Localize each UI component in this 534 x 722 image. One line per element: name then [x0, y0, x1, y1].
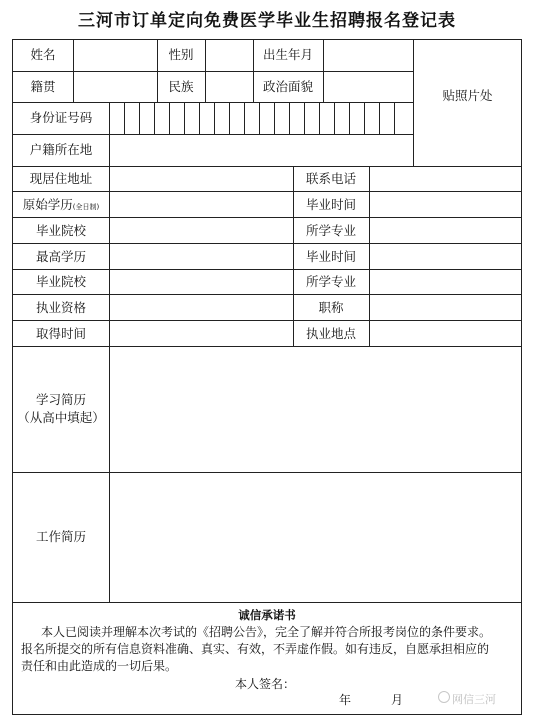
- col-divider: [73, 40, 74, 102]
- label-graduation-school: 毕业院校: [35, 223, 86, 238]
- label-gender: 性别: [168, 47, 194, 62]
- label-phone: 联系电话: [305, 171, 356, 186]
- label-id-number: 身份证号码: [29, 110, 93, 125]
- label-graduation-time: 毕业时间: [305, 197, 356, 212]
- row-divider: [13, 602, 521, 603]
- id-digit-divider: [364, 102, 365, 134]
- year-label: 年: [339, 693, 352, 707]
- id-digit-divider: [139, 102, 140, 134]
- col-divider: [323, 40, 324, 102]
- row-divider: [13, 243, 521, 244]
- pledge-line-1: 本人已阅读并理解本次考试的《招聘公告》，完全了解并符合所报考岗位的条件要求。: [41, 625, 492, 639]
- id-digit-divider: [169, 102, 170, 134]
- month-label: 月: [391, 693, 404, 707]
- label-major: 所学专业: [305, 223, 356, 238]
- id-digit-divider: [154, 102, 155, 134]
- id-digit-divider: [184, 102, 185, 134]
- col-divider: [109, 134, 110, 166]
- id-digit-divider: [229, 102, 230, 134]
- col-divider: [205, 40, 206, 102]
- label-household: 户籍所在地: [29, 142, 93, 157]
- id-digit-divider: [124, 102, 125, 134]
- id-digit-divider: [214, 102, 215, 134]
- row-divider: [13, 269, 521, 270]
- row-divider: [13, 166, 521, 167]
- label-title-rank: 职称: [318, 300, 344, 315]
- label-original-education: [13, 197, 109, 215]
- signature-label: 本人签名：: [235, 677, 296, 691]
- id-digit-divider: [304, 102, 305, 134]
- label-work-history: 工作简历: [35, 529, 86, 544]
- label-politics: 政治面貌: [262, 79, 313, 94]
- id-digit-divider: [274, 102, 275, 134]
- id-digit-divider: [259, 102, 260, 134]
- label-name: 姓名: [30, 47, 56, 62]
- id-digit-divider: [244, 102, 245, 134]
- label-study-history: 学习简历: [35, 392, 86, 407]
- id-digit-divider: [334, 102, 335, 134]
- label-practice-place: 执业地点: [305, 326, 356, 341]
- row-divider: [13, 320, 521, 321]
- id-digit-divider: [319, 102, 320, 134]
- id-digit-divider: [349, 102, 350, 134]
- row-divider: [13, 472, 521, 473]
- row-divider: [13, 294, 521, 295]
- watermark-icon: [438, 691, 450, 703]
- id-digit-divider: [289, 102, 290, 134]
- label-highest-education: 最高学历: [35, 249, 86, 264]
- id-digit-divider: [394, 102, 395, 134]
- id-digit-divider: [379, 102, 380, 134]
- col-divider: [109, 102, 110, 134]
- row-divider: [13, 191, 521, 192]
- label-ethnicity: 民族: [168, 79, 194, 94]
- registration-form: [12, 39, 522, 715]
- col-divider: [369, 166, 370, 346]
- full-time-note: (全日制): [72, 203, 100, 211]
- label-address: 现居住地址: [29, 171, 93, 186]
- label-qualification: 执业资格: [35, 300, 86, 315]
- row-divider: [13, 346, 521, 347]
- row-divider: [13, 134, 413, 135]
- label-graduation-time-2: 毕业时间: [305, 249, 356, 264]
- id-digit-divider: [199, 102, 200, 134]
- photo-placeholder: 贴照片处: [442, 88, 493, 103]
- original-education-text: 原始学历: [22, 197, 73, 212]
- label-major-2: 所学专业: [305, 274, 356, 289]
- label-origin: 籍贯: [30, 79, 56, 94]
- form-title: 三河市订单定向免费医学毕业生招聘报名登记表: [78, 11, 456, 31]
- pledge-line-3: 责任和由此造成的一切后果。: [21, 659, 178, 673]
- label-obtain-time: 取得时间: [35, 326, 86, 341]
- pledge-heading: 诚信承诺书: [238, 608, 296, 622]
- row-divider: [13, 102, 413, 103]
- watermark: 网信三河: [452, 693, 496, 706]
- row-divider: [13, 217, 521, 218]
- label-col-divider: [109, 166, 110, 602]
- label-graduation-school-2: 毕业院校: [35, 274, 86, 289]
- label-study-history-note: （从高中填起）: [17, 410, 105, 425]
- label-birth: 出生年月: [262, 47, 313, 62]
- pledge-line-2: 报名所提交的所有信息资料准确、真实、有效，不弄虚作假。如有违反，自愿承担相应的: [21, 642, 490, 656]
